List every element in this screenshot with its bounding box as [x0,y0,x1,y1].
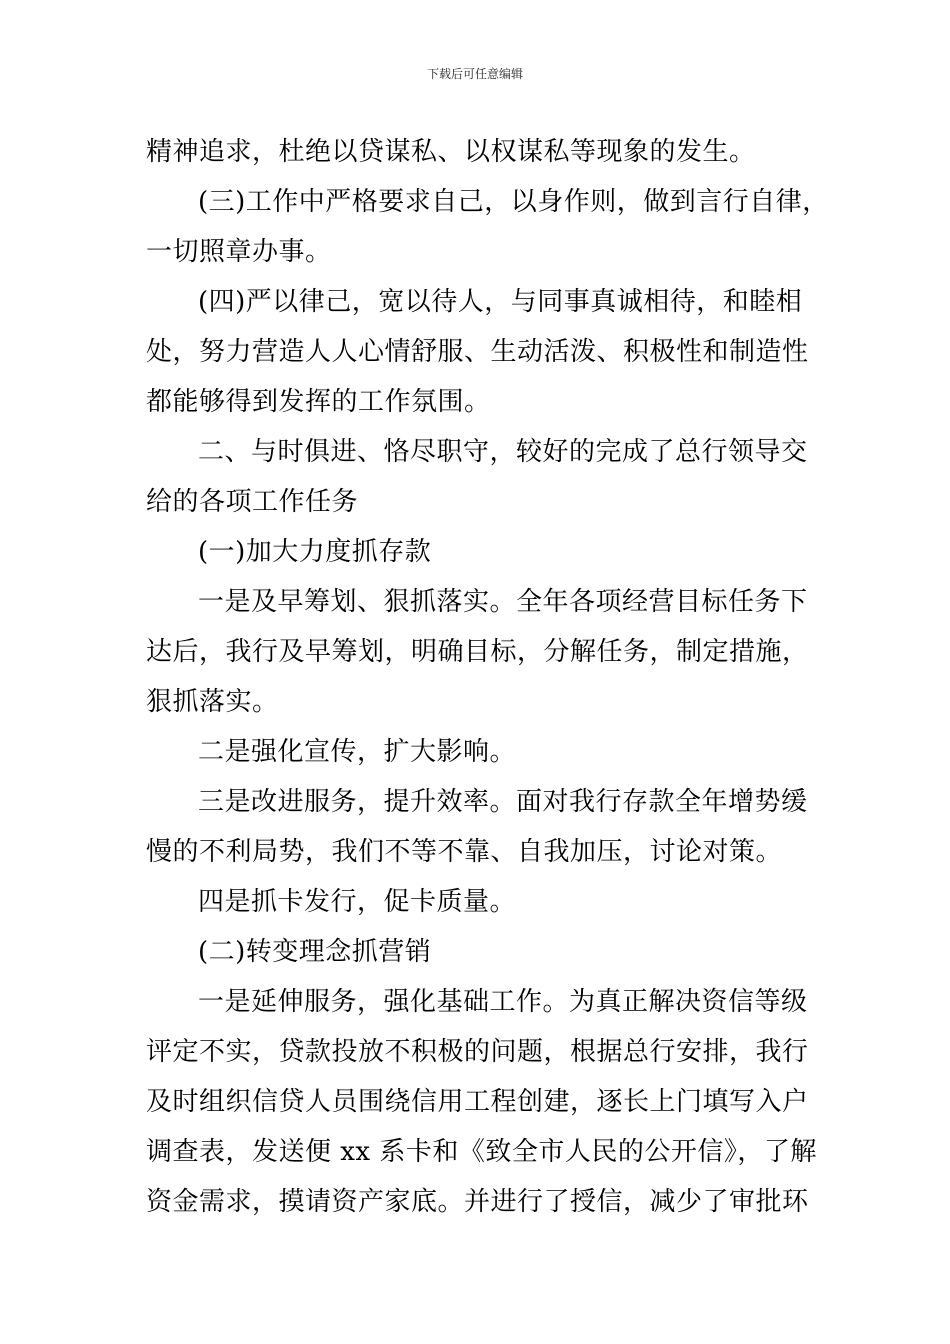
document-body [146,127,829,1227]
text-line: 一是延伸服务，强化基础工作。为真正解决资信等级 [198,987,808,1017]
text-line: 都能够得到发挥的工作氛围。 [146,387,491,417]
text-line: 一是及早筹划、狠抓落实。全年各项经营目标任务下 [198,587,808,617]
text-line: 二、与时俱进、恪尽职守，较好的完成了总行领导交 [198,437,808,467]
text-line: 二是强化宣传，扩大影响。 [198,737,517,767]
text-line: 慢的不利局势，我们不等不靠、自我加压，讨论对策。 [146,837,783,867]
section-heading: (一)加大力度抓存款 [198,537,432,567]
text-line: 精神追求，杜绝以贷谋私、以权谋私等现象的发生。 [146,137,756,167]
text-line: 调查表，发送便 xx 系卡和《致全市人民的公开信》，了解 [146,1137,817,1167]
text-line: 及时组织信贷人员围绕信用工程创建，逐长上门填写入户 [146,1087,809,1117]
text-line: 资金需求，摸请资产家底。并进行了授信，减少了审批环 [146,1187,809,1217]
text-line: (四)严以律己，宽以待人，与同事真诚相待，和睦相 [198,287,803,317]
text-line: 三是改进服务，提升效率。面对我行存款全年增势缓 [198,787,808,817]
text-line: 给的各项工作任务 [146,487,359,517]
text-line: 评定不实，贷款投放不积极的问题，根据总行安排，我行 [146,1037,809,1067]
text-line: 四是抓卡发行，促卡质量。 [198,887,517,917]
text-line: (三)工作中严格要求自己，以身作则，做到言行自律， [198,187,829,217]
text-line: 处，努力营造人人心情舒服、生动活泼、积极性和制造性 [146,337,809,367]
section-heading: (二)转变理念抓营销 [198,937,432,967]
text-line: 一切照章办事。 [146,237,332,267]
page-header-note: 下载后可任意编辑 [426,67,523,81]
text-line: 狠抓落实。 [146,687,279,717]
text-line: 达后，我行及早筹划，明确目标，分解任务，制定措施， [146,637,809,667]
